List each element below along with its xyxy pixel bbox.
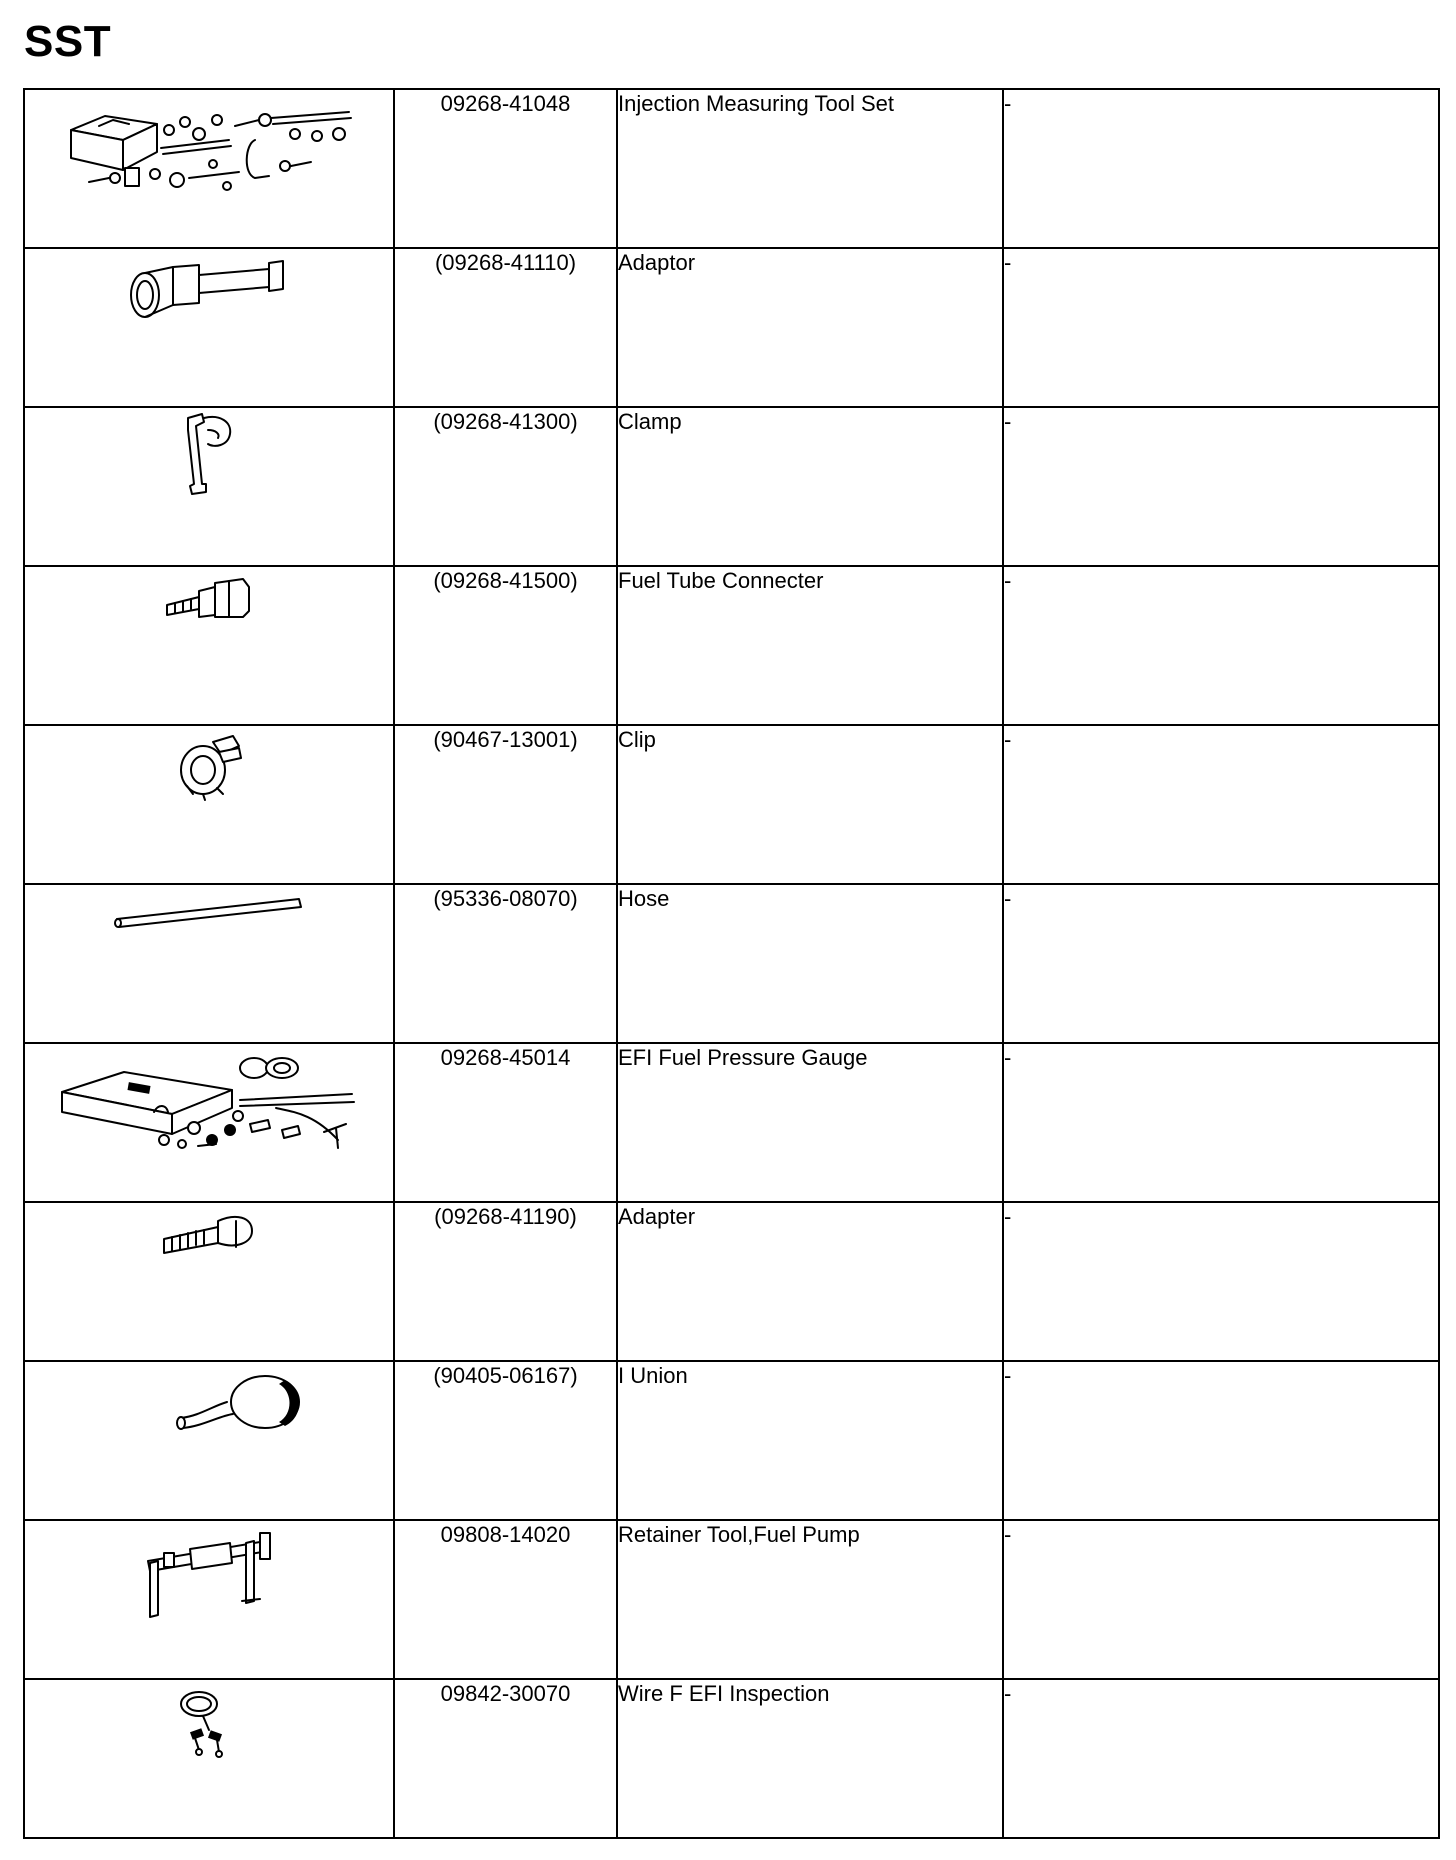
tool-image-cell [24,1043,394,1202]
tool-image-cell [24,248,394,407]
part-number: 09268-45014 [394,1043,617,1202]
clip-icon [169,726,249,802]
clamp-icon [174,408,244,498]
efi-fuel-pressure-gauge-icon [54,1044,364,1154]
tool-image-cell [24,1520,394,1679]
tool-image-cell [24,1361,394,1520]
fuel-tube-connecter-icon [159,567,259,627]
part-number: 09808-14020 [394,1520,617,1679]
adaptor-icon [119,249,299,329]
tool-name: Retainer Tool,Fuel Pump [617,1520,1003,1679]
table-row [24,884,1439,1043]
tool-name: Adapter [617,1202,1003,1361]
tool-note: - [1003,1679,1439,1838]
tool-image-cell [24,725,394,884]
part-number: (90467-13001) [394,725,617,884]
part-number: (09268-41110) [394,248,617,407]
page-title: SST [24,17,112,66]
tool-image-cell [24,1202,394,1361]
table-row [24,1202,1439,1361]
tool-name: Hose [617,884,1003,1043]
tool-image-cell [24,1679,394,1838]
part-number: 09268-41048 [394,89,617,248]
part-number: (09268-41190) [394,1202,617,1361]
tool-name: Clamp [617,407,1003,566]
part-number: (90405-06167) [394,1361,617,1520]
part-number: (95336-08070) [394,884,617,1043]
tool-name: Wire F EFI Inspection [617,1679,1003,1838]
part-number: (09268-41300) [394,407,617,566]
tool-note: - [1003,248,1439,407]
tool-note: - [1003,1043,1439,1202]
part-number: 09842-30070 [394,1679,617,1838]
table-row [24,248,1439,407]
adapter-icon [154,1203,264,1263]
tool-note: - [1003,1202,1439,1361]
tool-note: - [1003,725,1439,884]
tool-name: Fuel Tube Connecter [617,566,1003,725]
table-row [24,1043,1439,1202]
tool-note: - [1003,884,1439,1043]
table-row [24,1361,1439,1520]
tool-name: I Union [617,1361,1003,1520]
tool-note: - [1003,407,1439,566]
wire-inspection-icon [169,1680,249,1760]
tool-name: EFI Fuel Pressure Gauge [617,1043,1003,1202]
part-number: (09268-41500) [394,566,617,725]
tool-note: - [1003,89,1439,248]
retainer-tool-icon [134,1521,284,1621]
injection-measuring-tool-set-icon [59,90,359,200]
tool-name: Clip [617,725,1003,884]
tool-image-cell [24,89,394,248]
tool-name: Injection Measuring Tool Set [617,89,1003,248]
tool-name: Adaptor [617,248,1003,407]
sst-table [23,88,1440,1839]
tool-note: - [1003,1361,1439,1520]
tool-image-cell [24,566,394,725]
table-row [24,1679,1439,1838]
union-icon [109,1362,309,1442]
table-row [24,725,1439,884]
table-row [24,1520,1439,1679]
tool-note: - [1003,1520,1439,1679]
table-row [24,566,1439,725]
hose-icon [109,885,309,935]
tool-image-cell [24,407,394,566]
tool-image-cell [24,884,394,1043]
table-row [24,89,1439,248]
table-row [24,407,1439,566]
tool-note: - [1003,566,1439,725]
